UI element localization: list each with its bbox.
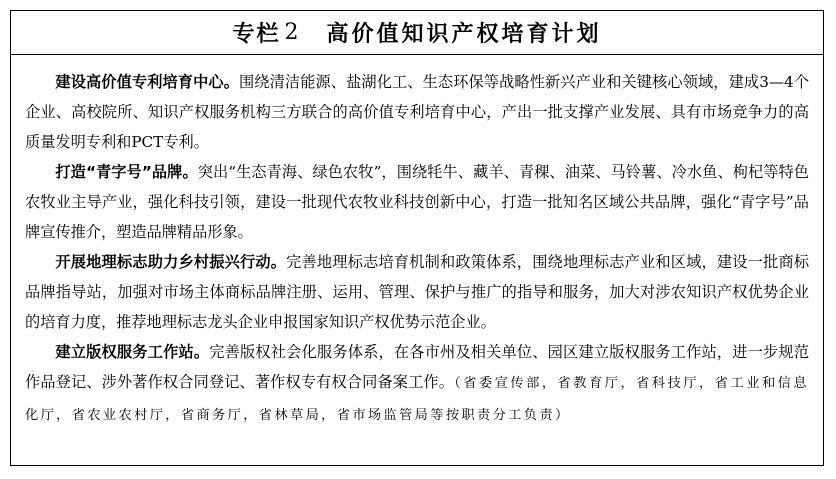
paragraph-body: 完善版权社会化服务体系，在各市州及相关单位、园区建立版权服务工作站，进一步规范作品登记、涉外著作权合同登记、著作权专有权合同备案工作。 (25, 343, 810, 391)
column-title (11, 11, 823, 55)
column-title-number: 2 (284, 20, 301, 45)
paragraph-heading: 建立版权服务工作站。 (55, 343, 210, 361)
paragraph-body: 突出“生态青海、绿色农牧”，围绕牦牛、藏羊、青稞、油菜、马铃薯、冷水鱼、枸杞等特色农牧业主导产业，强化科技引领，建设一批现代农牧业科技创新中心，打造一批知名区域公共品牌，强化“青字号”品牌宣传推介，塑造品牌精品形象。 (25, 163, 809, 241)
column-title-name: 高价值知识产权培育计划 (326, 21, 602, 47)
paragraph-body: 围绕清洁能源、盐湖化工、生态环保等战略性新兴产业和关键核心领域，建成3—4个企业、高校院所、知识产权服务机构三方联合的高价值专利培育中心，产出一批支撑产业发展、具有市场竞争力的高质量发明专利和PCT专利。 (25, 73, 810, 151)
responsibility-note: （省委宣传部，省教育厅，省科技厅，省工业和信息化厅，省农业农村厅，省商务厅，省林草局，省市场监管局等按职责分工负责） (25, 376, 809, 423)
paragraph-body: 完善地理标志培育机制和政策体系，围绕地理标志产业和区域，建设一批商标品牌指导站，加强对市场主体商标品牌注册、运用、管理、保护与推广的指导和服务，加大对涉农知识产权优势企业的培育力度，推荐地理标志龙头企业申报国家知识产权优势示范企业。 (25, 253, 810, 331)
column-box (10, 10, 824, 466)
column-content (11, 55, 823, 431)
paragraph-geographic-indication (25, 247, 809, 337)
paragraph-patent-center (25, 67, 809, 157)
paragraph-heading: 打造“青字号”品牌。 (55, 163, 198, 181)
paragraph-heading: 建设高价值专利培育中心。 (55, 73, 239, 91)
column-title-label: 专栏 (232, 21, 281, 47)
paragraph-qingzihao-brand (25, 157, 809, 247)
paragraph-heading: 开展地理标志助力乡村振兴行动。 (55, 253, 287, 271)
paragraph-copyright-station (25, 337, 809, 431)
